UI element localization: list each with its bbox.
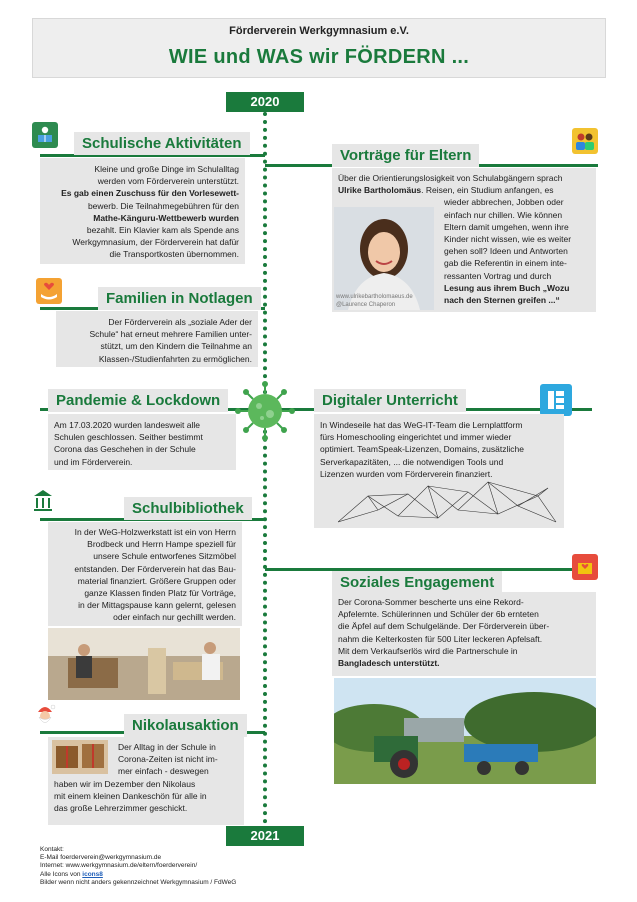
text-line: In der WeG-Holzwerkstatt ist ein von Herrn <box>74 527 236 537</box>
text-line: Apfelernte. Schülerinnen und Schüler der 6b ernteten <box>338 609 539 620</box>
text-line: bezahlt. Ein Klavier kam als Spende ans <box>86 225 239 236</box>
text-span: . Reisen, ein Studium anfangen, es <box>421 185 554 196</box>
text-line <box>338 184 590 196</box>
footer-text: Alle Icons von <box>40 870 83 878</box>
text-line: Mathe-Känguru-Wettbewerb wurden <box>93 212 239 223</box>
text-line: und im Förderverein. <box>54 456 133 467</box>
text-line: fürs Homeschooling eingerichtet und immer wieder <box>320 432 512 443</box>
text-line: Corona-Zeiten ist nicht im- <box>118 754 218 765</box>
card-pandemie <box>48 414 236 470</box>
virus-icon <box>234 380 296 442</box>
text-line: gehen soll? Ideen und Antworten <box>444 246 568 257</box>
text-line <box>338 172 590 184</box>
section-title-digital: Digitaler Unterricht <box>314 389 466 412</box>
hands-heart-icon <box>36 278 62 304</box>
photo-credit: @Laurence Chaperon <box>336 302 396 308</box>
year-end-badge: 2021 <box>226 826 304 846</box>
network-graphic <box>338 476 558 524</box>
workshop-photo <box>48 628 240 700</box>
text-line: das große Lehrerzimmer geschickt. <box>54 803 188 814</box>
org-name: Förderverein Werkgymnasium e.V. <box>229 25 409 37</box>
speaker-name: Ulrike Bartholomäus <box>338 185 422 196</box>
header-banner <box>32 18 606 78</box>
text-line: einfach nur chillen. Wie können <box>444 209 563 220</box>
footer-email: E-Mail foerderverein@werkgymnasium.de <box>40 854 162 862</box>
text-line: entstanden. Der Förderverein hat das Bau- <box>74 563 236 574</box>
charity-icon <box>572 554 598 580</box>
text-line: Eltern damit umgehen, wenn ihre <box>444 221 569 232</box>
section-title-vortraege: Vorträge für Eltern <box>332 144 479 167</box>
text-line: haben wir im Dezember den Nikolaus <box>54 778 196 789</box>
text-line: oder einfach nur gechillt werden. <box>113 612 236 623</box>
text-line: Lesung aus ihrem Buch „Wozu <box>444 282 570 293</box>
text-line: optimiert. TeamSpeak-Lizenzen, Domains, zusätzliche <box>320 444 524 455</box>
section-title-pandemie: Pandemie & Lockdown <box>48 389 228 412</box>
timeline-dotted-line <box>263 112 267 824</box>
card-familien <box>56 311 258 367</box>
card-bibliothek <box>48 522 242 626</box>
text-line: Bangladesch unterstützt. <box>338 658 440 669</box>
text-line: nach den Sternen greifen ...“ <box>444 295 560 306</box>
text-line: mit einem kleinen Dankeschön für alle in <box>54 790 207 801</box>
text-span: Über die Orientierungslosigkeit von Schulabgängern sprach <box>338 173 563 183</box>
text-line: Schule“ hat erneut mehrere Familien unter- <box>89 329 252 340</box>
text-line: material finanziert. Größere Gruppen oder <box>77 575 236 586</box>
text-line: Der Förderverein als „soziale Ader der <box>108 317 252 327</box>
text-line: Mit dem Verkaufserlös wird die Partnerschule in <box>338 645 518 656</box>
footer-line: Bilder wenn nicht anders gekennzeichnet Werkgymnasium / FdWeG <box>40 878 237 886</box>
text-line: ganze Klassen finden Platz für Vorträge, <box>84 588 236 599</box>
text-line: die Transportkosten übernommen. <box>109 249 239 260</box>
photo-credit: www.ulrikebartholomaeus.de <box>336 294 413 300</box>
footer-line <box>40 871 236 879</box>
library-icon <box>32 488 54 514</box>
text-line: die Äpfel auf dem Schulgelände. Der Förderverein über- <box>338 621 550 632</box>
text-line: Kinder nicht wissen, wie es weiter <box>444 234 572 245</box>
page-title: WIE und WAS wir FÖRDERN ... <box>168 46 470 68</box>
text-line: ressanten Vortrag und durch <box>444 270 552 281</box>
card-sozial <box>332 592 596 676</box>
section-title-bibliothek: Schulbibliothek <box>124 497 252 520</box>
text-line: Klassen-/Studienfahrten zu ermöglichen. <box>98 353 252 364</box>
text-line: Kleine und große Dinge im Schulalltag <box>94 164 239 174</box>
text-line: Es gab einen Zuschuss für den Vorlesewett- <box>61 188 239 199</box>
text-line: wieder abbrechen, Jobben oder <box>444 197 564 208</box>
reading-icon <box>32 122 58 148</box>
section-title-nikolaus: Nikolausaktion <box>124 714 247 737</box>
text-line: Lizenzen wurden vom Förderverein finanziert. <box>320 468 493 479</box>
section-title-sozial: Soziales Engagement <box>332 571 502 594</box>
text-line: nahm die Kelterkosten für 500 Liter leckeren Apfelsaft. <box>338 633 543 644</box>
text-line: unsere Schule entworfenes Sitzmöbel <box>93 551 236 562</box>
footer <box>40 846 236 887</box>
text-line: in der Mittagspause kann gelernt, gelesen <box>78 600 236 611</box>
parents-icon <box>572 128 598 154</box>
speaker-photo <box>334 207 434 310</box>
footer-line: Kontakt: <box>40 846 64 853</box>
tablet-icon <box>540 384 572 416</box>
text-line: gab die Referentin in einem inte- <box>444 258 567 269</box>
text-line: Corona das Geschehen in der Schule <box>54 444 196 455</box>
card-schule <box>40 158 245 264</box>
text-column <box>444 196 590 306</box>
section-title-schule: Schulische Aktivitäten <box>74 132 250 155</box>
icons8-link[interactable]: icons8 <box>82 870 103 878</box>
footer-website: Internet: www.werkgymnasium.de/eltern/foerderverein/ <box>40 862 198 870</box>
text-line: Serverkapazitäten, ... die notwendigen Tools und <box>320 456 504 467</box>
year-start-badge: 2020 <box>226 92 304 112</box>
text-line: werden vom Förderverein unterstützt. <box>97 176 239 187</box>
text-line: bewerb. Die Teilnahmegebühren für den <box>87 200 239 211</box>
text-line: Am 17.03.2020 wurden landesweit alle <box>54 420 201 430</box>
text-line: Werkgymnasium, der Förderverein hat dafür <box>72 237 239 248</box>
section-title-familien: Familien in Notlagen <box>98 287 261 310</box>
text-line: stützt, um den Kindern die Teilnahme an <box>100 341 252 352</box>
gift-photo <box>52 740 108 774</box>
card-digital <box>314 414 564 528</box>
text-line: Der Corona-Sommer bescherte uns eine Rekord- <box>338 597 524 607</box>
santa-icon <box>32 702 58 728</box>
text-line: In Windeseile hat das WeG-IT-Team die Lernplattform <box>320 420 523 430</box>
text-line: Brodbeck und Herrn Hampe speziell für <box>87 539 236 550</box>
text-line: mer einfach - deswegen <box>118 766 209 777</box>
text-line: Der Alltag in der Schule in <box>118 742 216 752</box>
text-line: Schulen geschlossen. Seither bestimmt <box>54 432 203 443</box>
tractor-photo <box>334 678 596 784</box>
